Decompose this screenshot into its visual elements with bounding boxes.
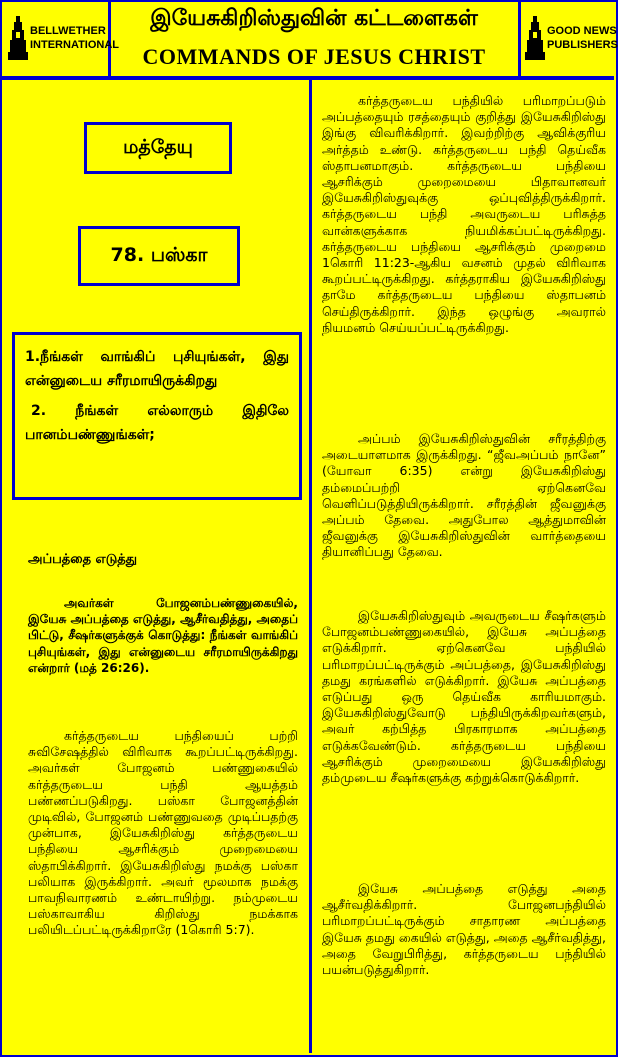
lesson-title: 78. பஸ்கா xyxy=(110,243,208,266)
logo-right-line1: GOOD NEWS xyxy=(547,25,617,37)
lesson-box xyxy=(78,226,240,286)
header xyxy=(0,0,618,78)
title-english: COMMANDS OF JESUS CHRIST xyxy=(142,44,486,69)
section-heading: அப்பத்தை எடுத்து xyxy=(28,552,138,567)
right-paragraph-4: இயேசு அப்பத்தை எடுத்து அதை ஆசீர்வதிக்கிறார். போஜனபந்தியில் பரிமாறப்பட்டிருக்கும் சாதாரண அப்பத்தை இயேசு தமது கையில் எடுத்து, அதை ஆசீர்வதித்து, அதை வேறுபிரித்து, கர்த்தருடைய பந்தியில் பயன்படுத்துகிறார். xyxy=(322,881,606,978)
verse-text: அவர்கள் போஜனம்பண்ணுகையில், இயேசு அப்பத்தை எடுத்து, ஆசீர்வதித்து, அதைப் பிட்டு, சீஷர்களுக்குக் கொடுத்து: நீங்கள் வாங்கிப் புசியுங்கள், இது என்னுடைய சரீரமாயிருக்கிறது என்றார் (மத் 26:26). xyxy=(28,596,298,675)
commands-box xyxy=(12,332,302,500)
logo-right-line2: PUBLISHERS xyxy=(547,39,618,51)
right-paragraph-2: அப்பம் இயேசுகிறிஸ்துவின் சரீரத்திற்கு அடையாளமாக இருக்கிறது. “ஜீவஅப்பம் நானே” (யோவா 6:35) என்று இயேசுகிறிஸ்து தம்மைப்பற்றி ஏற்கெனவே வெளிப்படுத்தியிருக்கிறார். சரீரத்தின் ஜீவனுக்கு அப்பம் தேவை. அதுபோல ஆத்துமாவின் ஜீவனுக்கு இயேசுகிறிஸ்துவின் வார்த்தையை தியானிப்பது தேவை. xyxy=(322,431,606,560)
column-divider xyxy=(309,80,312,1053)
command-1: 1.நீங்கள் வாங்கிப் புசியுங்கள், இது என்னுடைய சரீரமாயிருக்கிறது xyxy=(25,349,289,389)
header-divider xyxy=(0,76,614,80)
right-paragraph-1: கர்த்தருடைய பந்தியில் பரிமாறப்படும் அப்பத்தையும் ரசத்தையும் குறித்து இயேசுகிறிஸ்து இங்கு விவரிக்கிறார். இவற்றிற்கு ஆவிக்குரிய அர்த்தம் உண்டு. கர்த்தருடைய பந்தி தெய்வீக ஸ்தாபனமாகும். கர்த்தருடைய பந்தியை ஆசரிக்கும் முறைமையை பிதாவானவர் இயேசுகிறிஸ்துவுக்கு ஒப்புவித்திருக்கிறார். கர்த்தருடைய பந்தி அவருடைய பரிசுத்த வான்களுக்காக நியமிக்கப்பட்டிருக்கிறது. கர்த்தருடைய பந்தியை ஆசரிக்கும் முறைமை 1கொரி 11:23-ஆகிய வசனம் முதல் விரிவாக கூறப்பட்டிருக்கிறது. கர்த்தராகிய இயேசுகிறிஸ்து தாமே கர்த்தருடைய பந்தியை ஸ்தாபனம் செய்திருக்கிறார். இந்த ஒழுங்கு அவரால் நியமனம் செய்யப்பட்டிருக்கிறது. xyxy=(322,93,606,335)
logo-right-box xyxy=(518,0,617,76)
right-paragraph-3: இயேசுகிறிஸ்துவும் அவருடைய சீஷர்களும் போஜனம்பண்ணுகையில், இயேசு அப்பத்தை எடுக்கிறார். ஏற்கெனவே பந்தியில் பரிமாறப்பட்டிருக்கும் அப்பத்தை, இயேசுகிறிஸ்து தமது கரங்களில் எடுக்கிறார். இயேசு அப்பத்தை எடுப்பது ஒரு தெய்வீக காரியமாகும். இயேசுகிறிஸ்துவோடு பந்தியிருக்கிறவர்களும், அவர் கற்பித்த பிரகாரமாக அப்பத்தை எடுக்கவேண்டும். கர்த்தருடைய பந்தியை ஆசரிக்கும் முறைமையை இயேசுகிறிஸ்து தம்முடைய சீஷர்களுக்கு கற்றுக்கொடுக்கிறார். xyxy=(322,608,606,786)
book-box xyxy=(84,122,232,174)
bellwether-logo-icon xyxy=(8,16,28,60)
logo-left-box xyxy=(0,0,120,76)
good-news-logo-icon xyxy=(525,16,545,60)
left-paragraph: கர்த்தருடைய பந்தியைப் பற்றி சுவிசேஷத்தில் விரிவாக கூறப்பட்டிருக்கிறது. அவர்கள் போஜனம் பண்ணுகையில் கர்த்தருடைய பந்தி ஆயத்தம் பண்ணப்படுகிறது. பஸ்கா போஜனத்தின் முடிவில், போஜனம் பண்ணுவதை முடிப்பதற்கு முன்பாக, இயேசுகிறிஸ்து கர்த்தருடைய பந்தியை ஆசரிக்கும் முறைமையை ஸ்தாபிக்கிறார். இயேசுகிறிஸ்து நமக்கு பஸ்கா பலியாக இருக்கிறார். அவர் மூலமாக நமக்கு பாவநிவாரணம் உண்டாயிற்று. நம்முடைய பஸ்காவாகிய கிறிஸ்து நமக்காக பலியிடப்பட்டிருக்கிறாரே (1கொரி 5:7). xyxy=(28,728,298,938)
title-tamil: இயேசுகிறிஸ்துவின் கட்டளைகள் xyxy=(150,6,478,31)
command-2: 2. நீங்கள் எல்லாரும் இதிலே பானம்பண்ணுங்கள்; xyxy=(25,403,289,443)
logo-left-line2: INTERNATIONAL xyxy=(30,39,120,51)
book-title: மத்தேயு xyxy=(123,135,193,158)
logo-left-line1: BELLWETHER xyxy=(30,25,106,37)
